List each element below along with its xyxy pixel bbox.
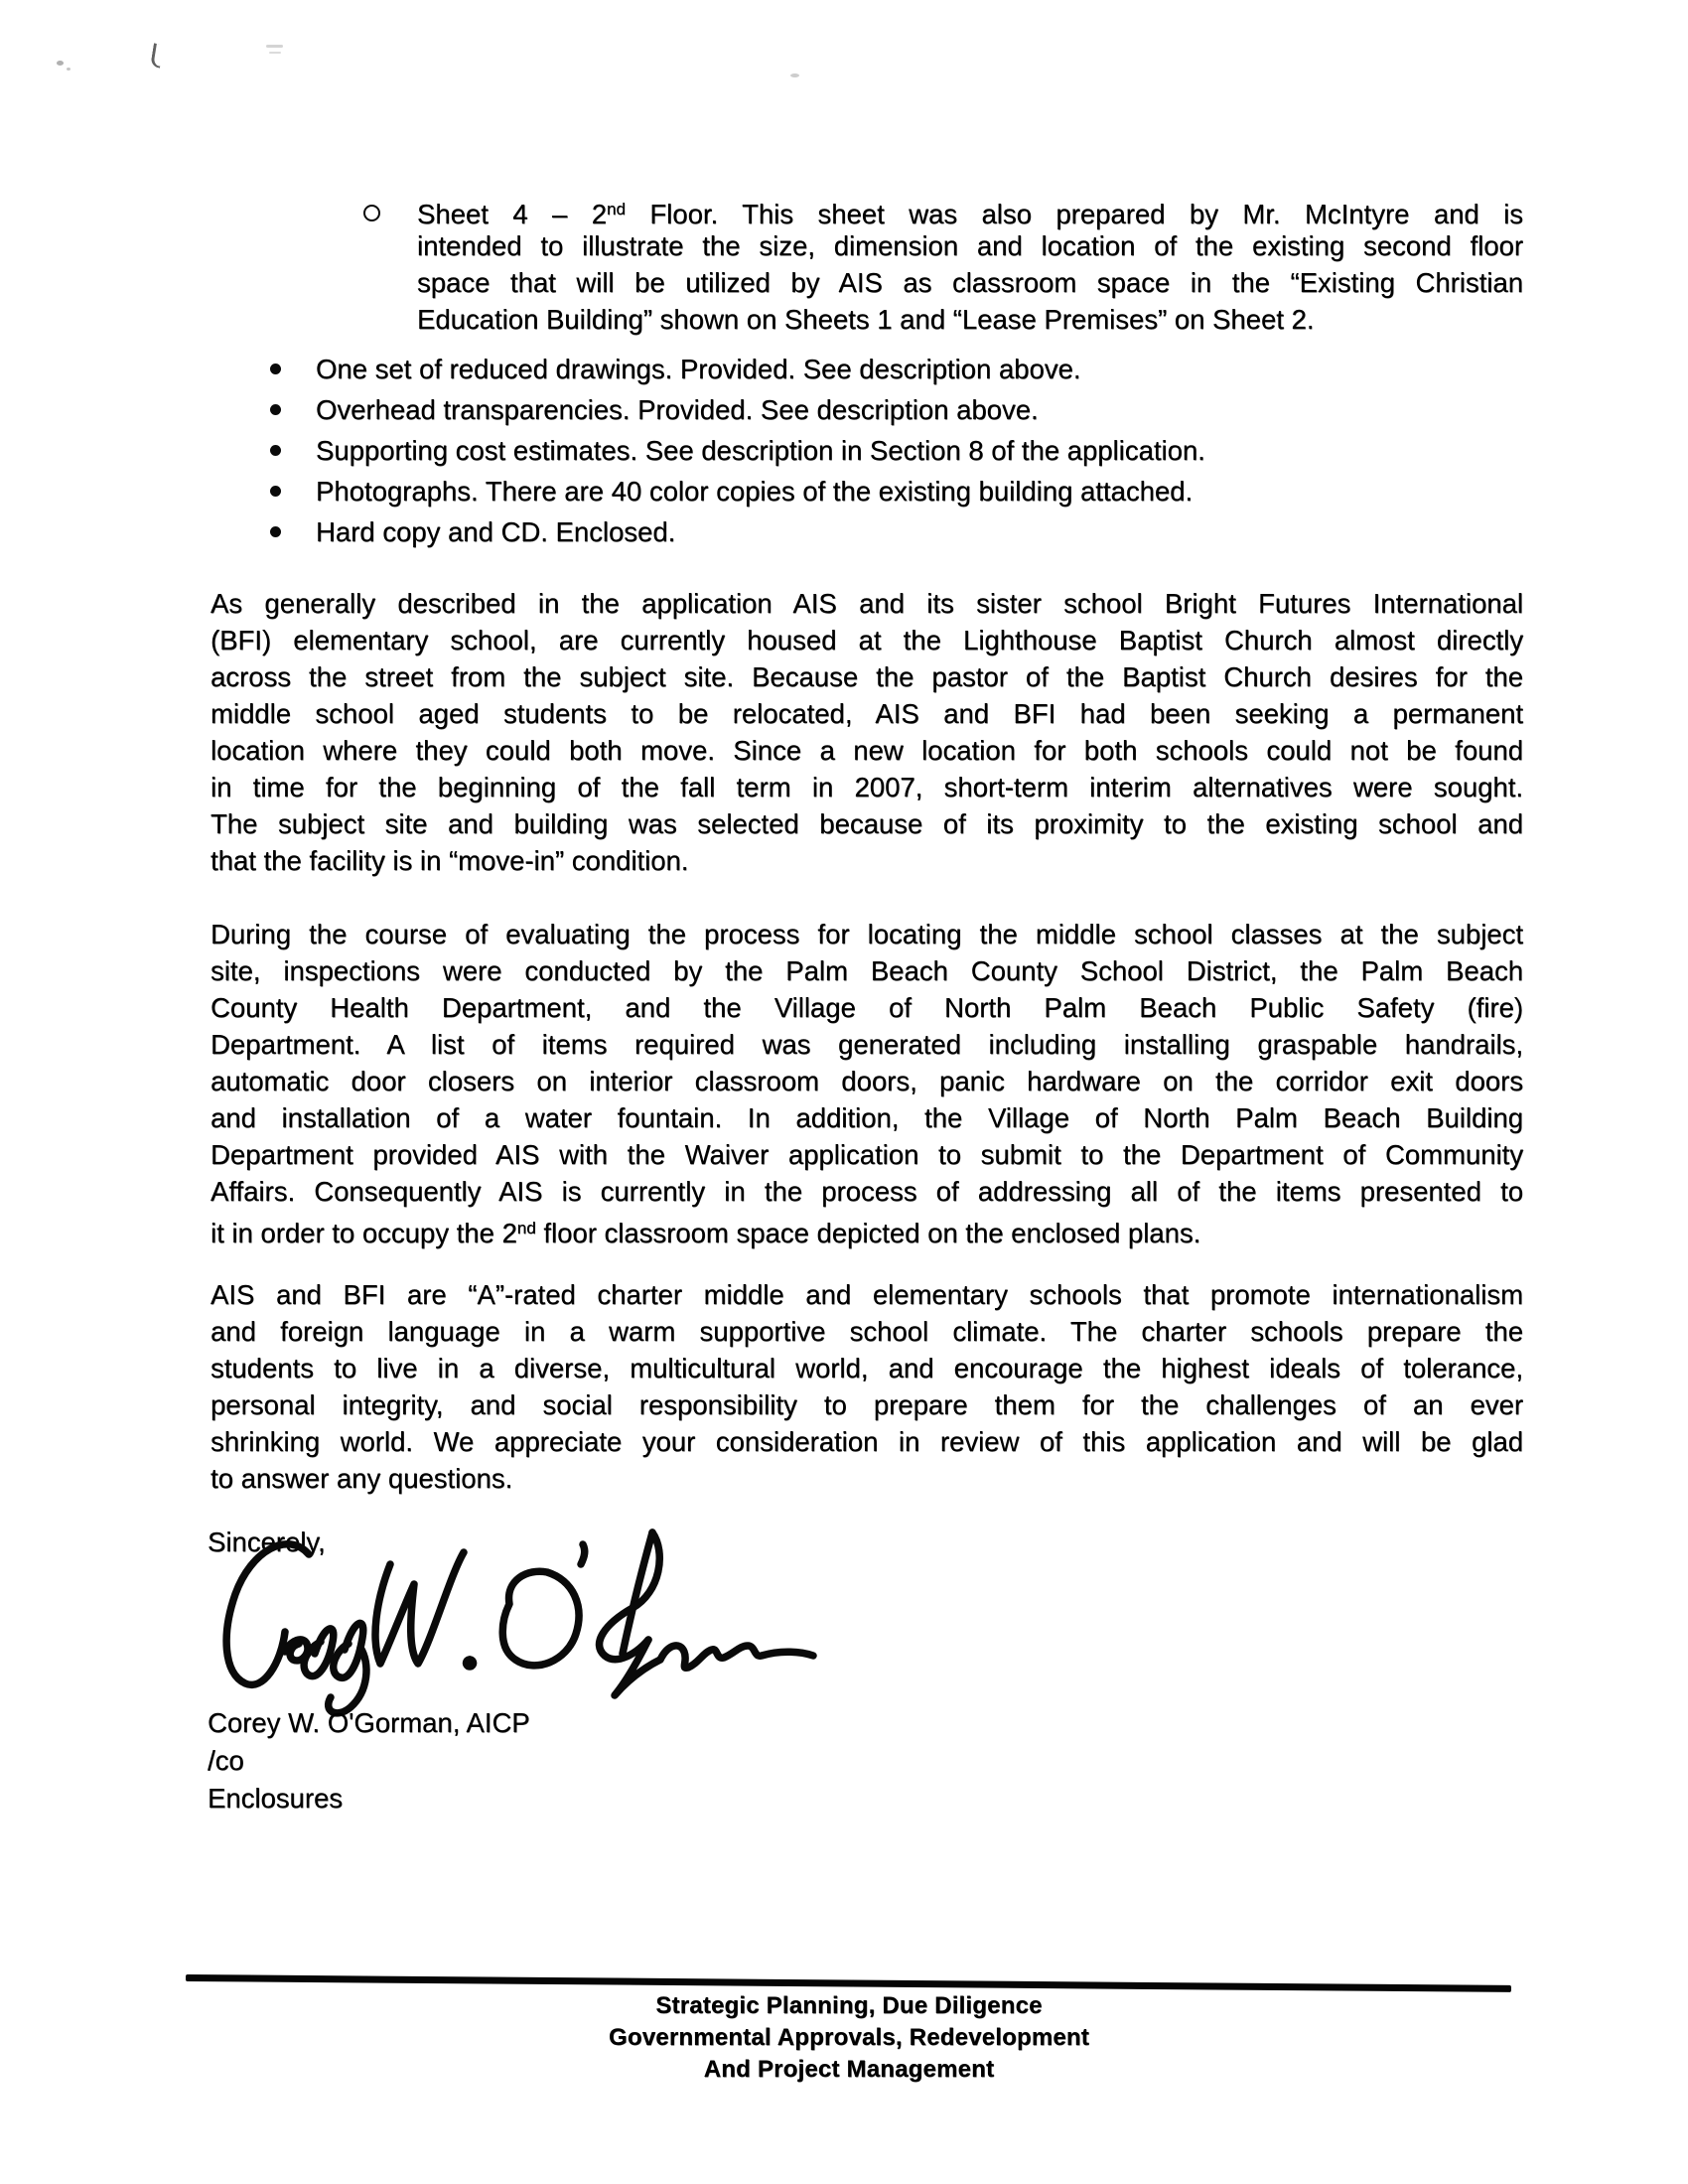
paragraph-line: location where they could both move. Since a new location for both schools could not be found — [211, 735, 1523, 766]
paragraph-line: site, inspections were conducted by the Palm Beach County School District, the Palm Beach — [211, 955, 1523, 986]
paragraph-text: floor classroom space depicted on the enclosed plans. — [535, 1218, 1201, 1248]
sub-bullet-text: Sheet 4 – 2 — [417, 199, 608, 229]
scan-speck — [266, 45, 283, 48]
paragraph-line: Department provided AIS with the Waiver application to submit to the Department of Community — [211, 1139, 1523, 1170]
handwritten-signature-graphic — [194, 1513, 829, 1726]
paragraph-line: The subject site and building was selected because of its proximity to the existing school and — [211, 808, 1523, 839]
list-item — [316, 471, 1567, 511]
scan-speck — [67, 68, 70, 71]
signature-stroke — [375, 1552, 464, 1664]
list-item-text: Hard copy and CD. Enclosed. — [316, 516, 676, 547]
paragraph-line: (BFI) elementary school, are currently housed at the Lighthouse Baptist Church almost directly — [211, 625, 1523, 655]
scan-speck — [790, 73, 799, 77]
sub-bullet-line: space that will be utilized by AIS as classroom space in the “Existing Christian — [417, 267, 1523, 298]
list-item-text: Photographs. There are 40 color copies of the existing building attached. — [316, 476, 1194, 507]
bullet-dot-icon — [270, 486, 281, 497]
list-item-text: Supporting cost estimates. See description in Section 8 of the application. — [316, 435, 1205, 466]
signature-stroke — [660, 1646, 813, 1668]
paragraph-line: As generally described in the application AIS and its sister school Bright Futures International — [211, 588, 1523, 619]
paragraph-line: Department. A list of items required was generated including installing graspable handrails, — [211, 1029, 1523, 1060]
list-item — [316, 511, 1567, 552]
paragraph-line: to answer any questions. — [211, 1463, 513, 1494]
paragraph-line: County Health Department, and the Village of North Palm Beach Public Safety (fire) — [211, 992, 1523, 1023]
paragraph-line: students to live in a diverse, multicultural world, and encourage the highest ideals of tolerance, — [211, 1353, 1523, 1383]
footer-tagline-line: And Project Management — [703, 2056, 995, 2083]
sub-bullet-block — [417, 191, 1523, 338]
list-item — [316, 389, 1567, 430]
list-item — [316, 430, 1567, 471]
salutation: Sincerely, — [208, 1527, 326, 1557]
bullet-dot-icon — [270, 404, 281, 415]
bullet-list — [316, 349, 1567, 552]
paragraph-line: in time for the beginning of the fall term in 2007, short-term interim alternatives were sought. — [211, 772, 1523, 802]
list-item — [316, 349, 1567, 389]
ordinal-superscript: nd — [516, 1219, 536, 1238]
signature-block — [208, 1704, 530, 1818]
typist-initials: /co — [208, 1745, 244, 1776]
paragraph-text: it in order to occupy the 2 — [211, 1218, 517, 1248]
paragraph-line — [211, 1210, 1523, 1246]
signature-stroke — [304, 1629, 334, 1676]
paragraph-line: automatic door closers on interior classroom doors, panic hardware on the corridor exit doors — [211, 1066, 1523, 1096]
paragraph-line: During the course of evaluating the process for locating the middle school classes at the subject — [211, 919, 1523, 949]
sub-bullet-line: Education Building” shown on Sheets 1 and “Lease Premises” on Sheet 2. — [417, 304, 1315, 335]
paragraph — [211, 916, 1523, 1246]
paragraph-line: and installation of a water fountain. In addition, the Village of North Palm Beach Building — [211, 1102, 1523, 1133]
signature-stroke — [581, 1544, 585, 1564]
paragraph-line: Affairs. Consequently AIS is currently in the process of addressing all of the items presented to — [211, 1176, 1523, 1207]
bullet-dot-icon — [270, 445, 281, 456]
sub-bullet-text: Floor. This sheet was also prepared by Mr. McIntyre and is — [625, 199, 1523, 229]
paragraph-line: and foreign language in a warm supportive school climate. The charter schools prepare the — [211, 1316, 1523, 1347]
bullet-dot-icon — [270, 364, 281, 374]
scan-speck — [150, 43, 164, 68]
typed-name: Corey W. O'Gorman, AICP — [208, 1707, 530, 1738]
paragraph — [211, 585, 1523, 879]
footer-tagline — [5, 1990, 1688, 2086]
paragraph-line: personal integrity, and social responsibility to prepare them for the challenges of an ever — [211, 1389, 1523, 1420]
list-item-text: One set of reduced drawings. Provided. See description above. — [316, 354, 1081, 384]
scan-speck — [269, 52, 281, 54]
paragraph-line: across the street from the subject site. Because the pastor of the Baptist Church desires for the — [211, 661, 1523, 692]
paragraph — [211, 1276, 1523, 1497]
paragraph-line: shrinking world. We appreciate your consideration in review of this application and will be glad — [211, 1426, 1523, 1457]
footer-tagline-line: Governmental Approvals, Redevelopment — [609, 2024, 1089, 2051]
paragraph-line: AIS and BFI are “A”-rated charter middle and elementary schools that promote internationalism — [211, 1279, 1523, 1310]
signature-stroke — [502, 1571, 579, 1666]
open-circle-bullet-icon — [363, 205, 380, 221]
sub-bullet-line — [417, 191, 1523, 227]
signature-stroke — [467, 1660, 474, 1667]
bullet-dot-icon — [270, 526, 281, 537]
footer-tagline-line: Strategic Planning, Due Diligence — [655, 1992, 1043, 2019]
enclosures-note: Enclosures — [208, 1783, 344, 1814]
sub-bullet-line: intended to illustrate the size, dimension and location of the existing second floor — [417, 230, 1523, 261]
scan-speck — [57, 61, 64, 66]
paragraph-line: middle school aged students to be relocated, AIS and BFI had been seeking a permanent — [211, 698, 1523, 729]
paragraph-line: that the facility is in “move-in” condition. — [211, 845, 689, 876]
list-item-text: Overhead transparencies. Provided. See description above. — [316, 394, 1039, 425]
ordinal-superscript: nd — [607, 200, 626, 218]
